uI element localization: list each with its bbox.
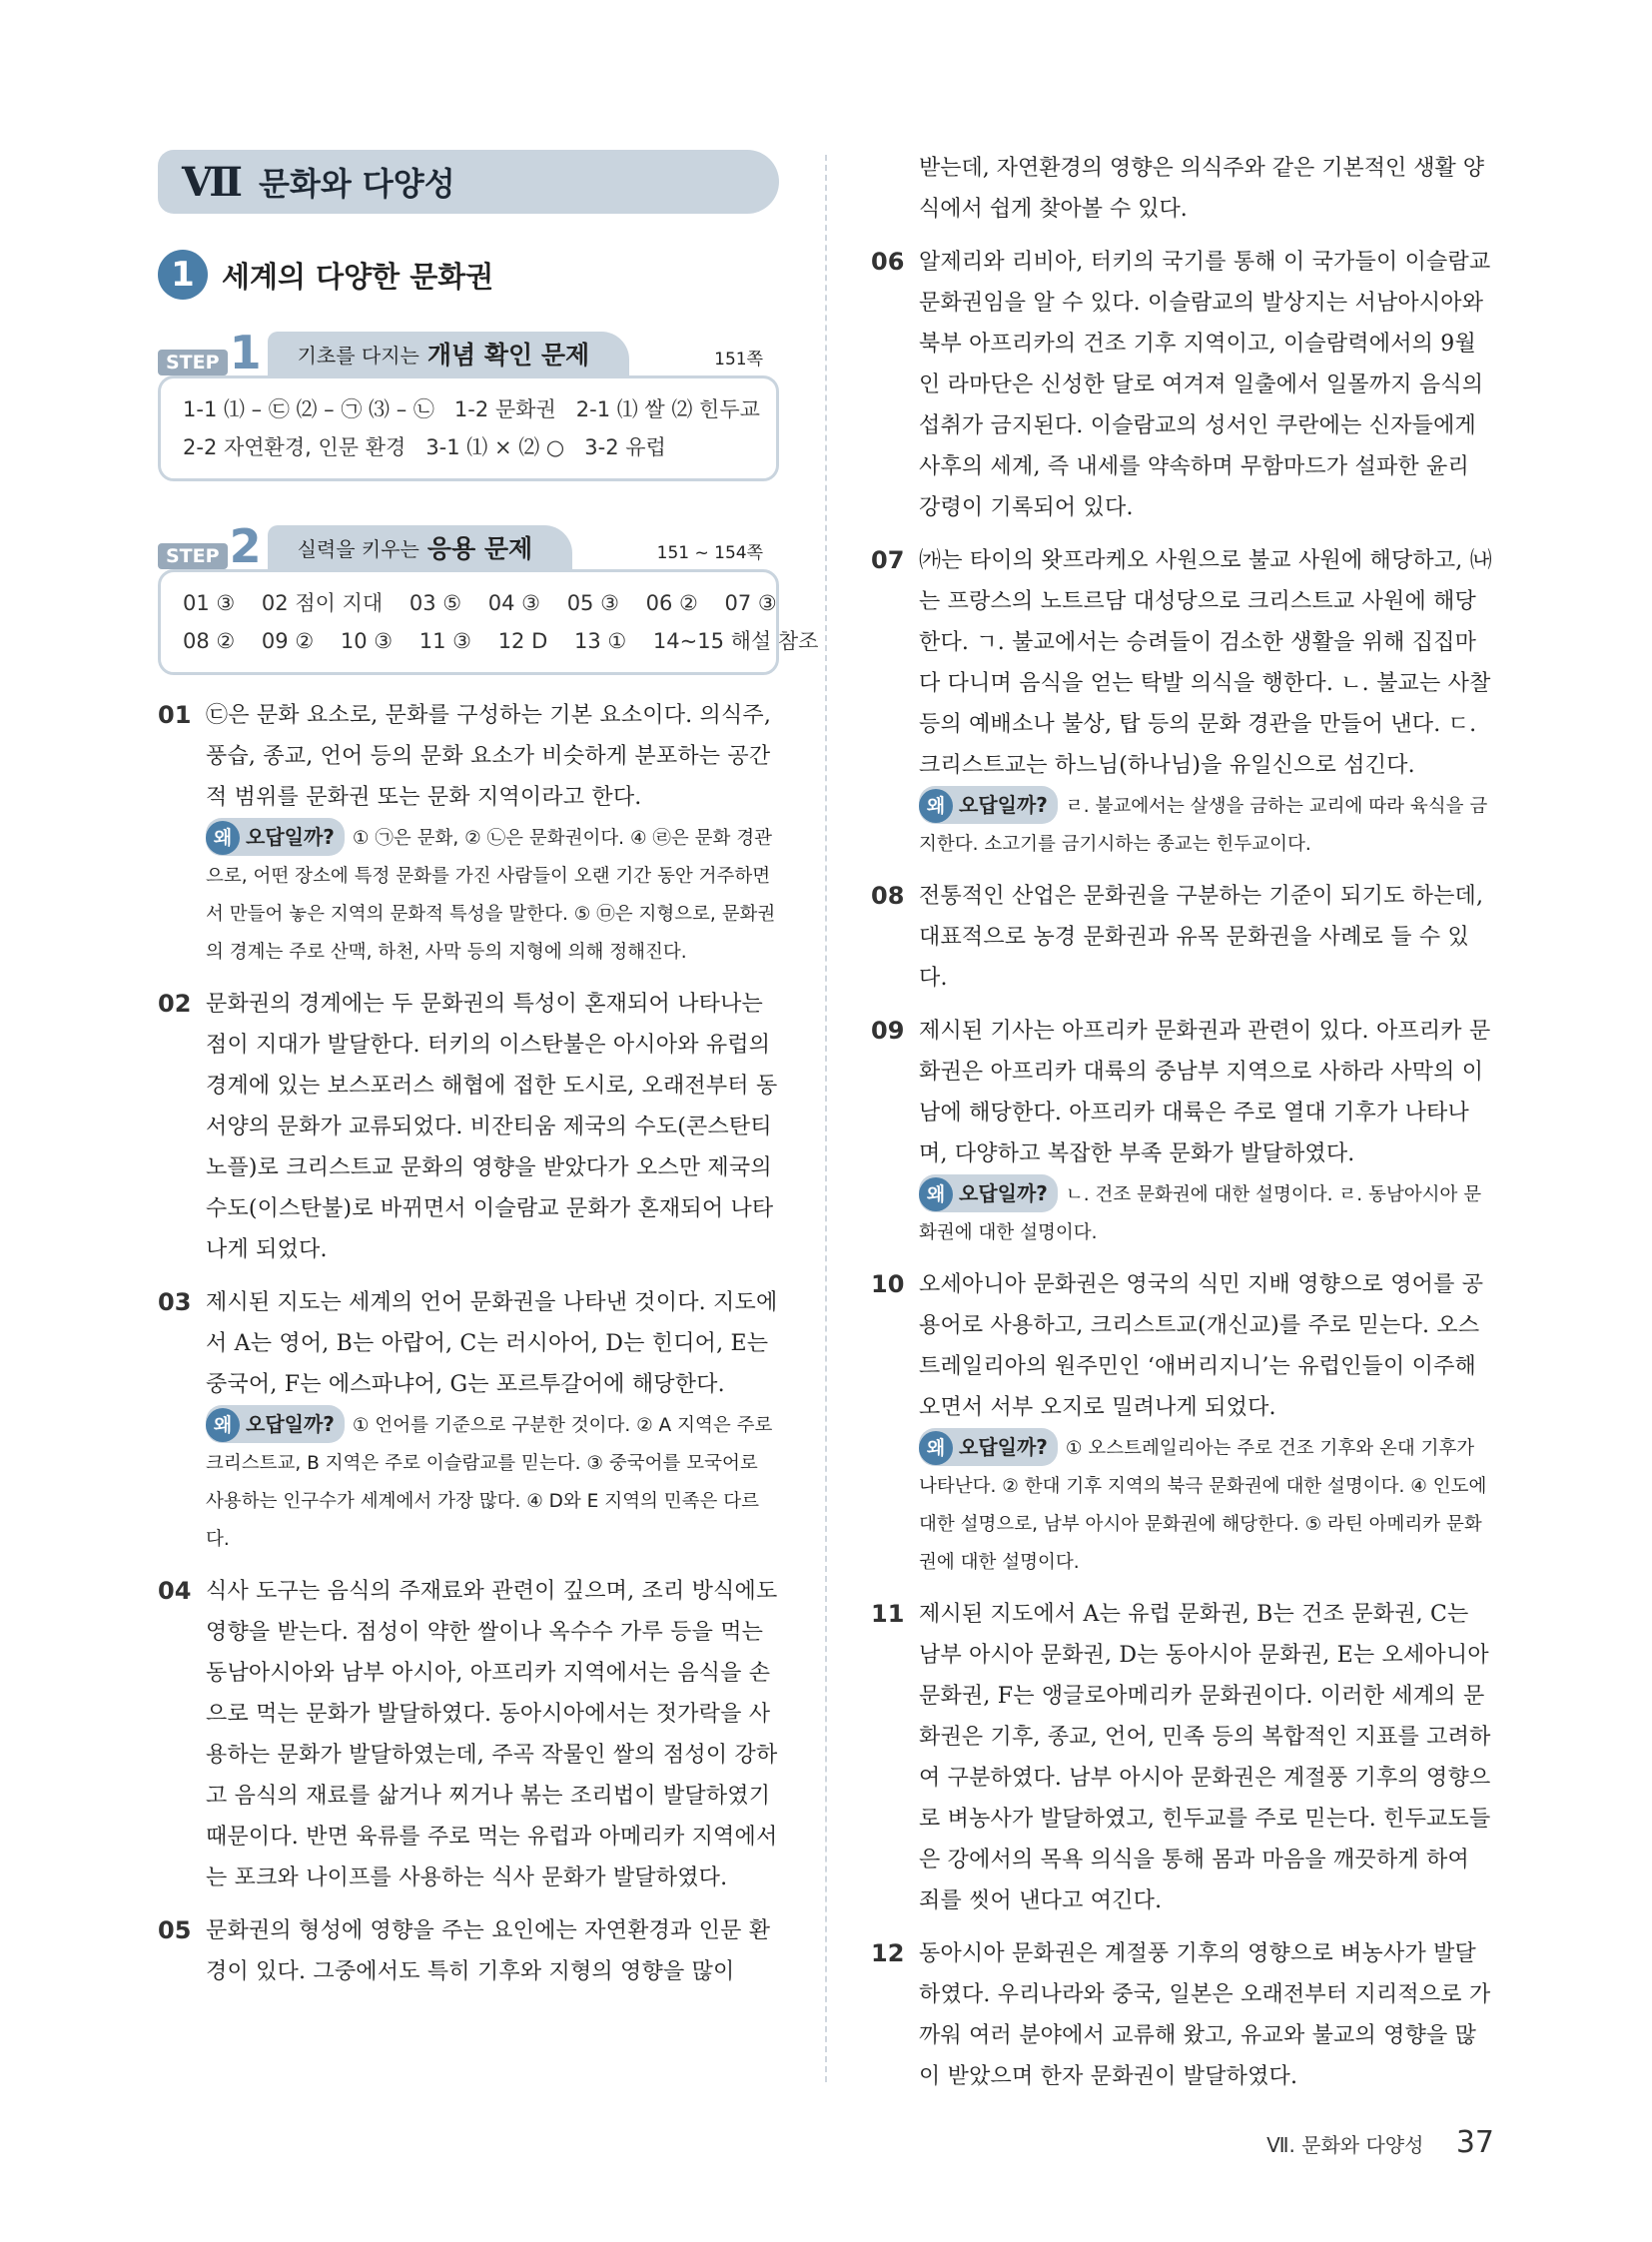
step2-label: STEP [158,543,228,569]
question-number: 02 [158,990,192,1018]
chapter-title: 문화와 다양성 [259,165,455,203]
explanation-item [871,1264,1495,1428]
explanation-item [871,242,1495,528]
footer-chapter: Ⅶ. 문화와 다양성 [1266,2133,1424,2157]
why-text: ① 언어를 기준으로 구분한 것이다. ② A 지역은 주로 크리스트교, B 지역은 주로 이슬람교를 믿는다. ③ 중국어를 모국어로 사용하는 인구수가 세계에서 가장 많다. ④ D와 E 지역의 민족은 다르다. [206,1415,773,1550]
question-number: 03 [158,1288,192,1316]
chapter-number: Ⅶ [182,158,243,206]
explanation-item [158,984,779,1270]
column-divider [825,155,827,2082]
question-number: 12 [871,1939,905,1967]
step1-tab-main: 개념 확인 문제 [426,341,590,370]
continued-text: 받는데, 자연환경의 영향은 의식주와 같은 기본적인 생활 양식에서 쉽게 찾아볼 수 있다. [919,156,1484,222]
why-label: 오답일까? [246,1412,335,1436]
explanation-text: 알제리와 리비아, 터키의 국기를 통해 이 국가들이 이슬람교 문화권임을 알 수 있다. 이슬람교의 발상지는 서남아시아와 북부 아프리카의 건조 기후 지역이고, 이슬람력에서의 9월인 라마단은 신성한 달로 여겨져 일출에서 일몰까지 음식의 섭취가 금지된다. 이슬람교의 성서인 쿠란에는 신자들에게 사후의 세계, 즉 내세를 약속하며 무함마드가 설파한 윤리 강령이 기록되어 있다. [919,250,1491,520]
why-label: 오답일까? [246,825,335,849]
wrong-answer-note [206,818,779,972]
wrong-answer-note [206,1405,779,1559]
step2-tab-main: 응용 문제 [426,534,533,563]
answer-line: 2-2 자연환경, 인문 환경 3-1 ⑴ × ⑵ ○ 3-2 유럽 [183,435,666,459]
step1-page: 151쪽 [714,350,763,370]
question-number: 06 [871,248,905,276]
why-icon: 왜 [919,789,953,823]
page-footer [1266,2125,1494,2160]
step2-number: 2 [229,519,262,573]
section-number: 1 [158,250,208,300]
answer-line: 08 ② 09 ② 10 ③ 11 ③ 12 D 13 ① 14~15 해설 참조 [183,629,819,653]
explanation-item [871,1933,1495,2097]
explanation-text: ㉢은 문화 요소로, 문화를 구성하는 기본 요소이다. 의식주, 풍습, 종교, 언어 등의 문화 요소가 비슷하게 분포하는 공간적 범위를 문화권 또는 문화 지역이라고 한다. [206,703,772,810]
section-heading [158,250,779,300]
explanation-item [158,1571,779,1898]
right-column [871,148,1495,2097]
section-title: 세계의 다양한 문화권 [222,259,494,294]
explanation-item [158,1910,779,1992]
right-explanations [871,242,1495,2097]
explanation-item [871,540,1495,786]
question-number: 05 [158,1916,192,1944]
why-icon: 왜 [206,1408,240,1442]
step1-tab-pre: 기초를 다지는 [297,343,419,368]
explanation-text: 식사 도구는 음식의 주재료와 관련이 깊으며, 조리 방식에도 영향을 받는다. 점성이 약한 쌀이나 옥수수 가루 등을 먹는 동남아시아와 남부 아시아, 아프리카 지역에서는 음식을 손으로 먹는 문화가 발달하였다. 동아시아에서는 젓가락을 사용하는 문화가 발달하였는데, 주곡 작물인 쌀의 점성이 강하고 음식의 재료를 삶거나 찌거나 볶는 조리법이 발달하였기 때문이다. 반면 육류를 주로 먹는 유럽과 아메리카 지역에서는 포크와 나이프를 사용하는 식사 문화가 발달하였다. [206,1579,778,1890]
why-text: ㄹ. 불교에서는 살생을 금하는 교리에 따라 육식을 금지한다. 소고기를 금기시하는 종교는 힌두교이다. [919,796,1488,855]
why-text: ① ㉠은 문화, ② ㉡은 문화권이다. ④ ㉣은 문화 경관으로, 어떤 장소에 특정 문화를 가진 사람들이 오랜 기간 동안 거주하면서 만들어 놓은 지역의 문화적 특성을 말한다. ⑤ ㉤은 지형으로, 문화권의 경계는 주로 산맥, 하천, 사막 등의 지형에 의해 정해진다. [206,828,776,963]
left-column [158,150,819,1992]
explanation-text: 오세아니아 문화권은 영국의 식민 지배 영향으로 영어를 공용어로 사용하고, 크리스트교(개신교)를 주로 믿는다. 오스트레일리아의 원주민인 ‘애버리지니’는 유럽인들이 이주해 오면서 서부 오지로 밀려나게 되었다. [919,1272,1484,1420]
explanation-text: 제시된 지도에서 A는 유럽 문화권, B는 건조 문화권, C는 남부 아시아 문화권, D는 동아시아 문화권, E는 오세아니아 문화권, F는 앵글로아메리카 문화권이다. 이러한 세계의 문화권은 기후, 종교, 언어, 민족 등의 복합적인 지표를 고려하여 구분하였다. 남부 아시아 문화권은 계절풍 기후의 영향으로 벼농사가 발달하였고, 힌두교를 주로 믿는다. 힌두교도들은 강에서의 목욕 의식을 통해 몸과 마음을 깨끗하게 하여 죄를 씻어 낸다고 여긴다. [919,1602,1491,1913]
answer-line: 01 ③ 02 점이 지대 03 ⑤ 04 ③ 05 ③ 06 ② 07 ③ [183,591,777,615]
why-wrong-tag [919,1428,1058,1466]
explanation-item [871,1011,1495,1174]
question-number: 10 [871,1270,905,1298]
why-icon: 왜 [206,821,240,855]
explanation-text: 동아시아 문화권은 계절풍 기후의 영향으로 벼농사가 발달하였다. 우리나라와 중국, 일본은 오래전부터 지리적으로 가까워 여러 분야에서 교류해 왔고, 유교와 불교의 영향을 많이 받았으며 한자 문화권이 발달하였다. [919,1941,1491,2089]
step2-tab-pre: 실력을 키우는 [297,536,419,561]
why-text: ① 오스트레일리아는 주로 건조 기후와 온대 기후가 나타난다. ② 한대 기후 지역의 북극 문화권에 대한 설명이다. ④ 인도에 대한 설명으로, 남부 아시아 문화권에 해당한다. ⑤ 라틴 아메리카 문화권에 대한 설명이다. [919,1438,1487,1573]
explanation-text: 제시된 기사는 아프리카 문화권과 관련이 있다. 아프리카 문화권은 아프리카 대륙의 중남부 지역으로 사하라 사막의 이남에 해당한다. 아프리카 대륙은 주로 열대 기후가 나타나며, 다양하고 복잡한 부족 문화가 발달하였다. [919,1019,1491,1166]
step2-answers [158,569,819,675]
step1-block [158,328,779,481]
why-label: 오답일까? [959,1181,1048,1205]
step1-tab [268,332,630,375]
question-number: 01 [158,701,192,729]
left-explanations [158,695,779,1992]
question-number: 08 [871,882,905,910]
why-text: ㄴ. 건조 문화권에 대한 설명이다. ㄹ. 동남아시아 문화권에 대한 설명이다. [919,1184,1482,1243]
why-label: 오답일까? [959,793,1048,817]
question-number: 11 [871,1600,905,1628]
wrong-answer-note [919,1428,1495,1582]
why-wrong-tag [919,786,1058,824]
explanation-text: 문화권의 경계에는 두 문화권의 특성이 혼재되어 나타나는 점이 지대가 발달한다. 터키의 이스탄불은 아시아와 유럽의 경계에 있는 보스포러스 해협에 접한 도시로, 오래전부터 동서양의 문화가 교류되었다. 비잔티움 제국의 수도(콘스탄티노플)로 크리스트교 문화의 영향을 받았다가 오스만 제국의 수도(이스탄불)로 바뀌면서 이슬람교 문화가 혼재되어 나타나게 되었다. [206,992,778,1262]
why-wrong-tag [206,1405,345,1443]
explanation-text: ㈎는 타이의 왓프라케오 사원으로 불교 사원에 해당하고, ㈏는 프랑스의 노트르담 대성당으로 크리스트교 사원에 해당한다. ㄱ. 불교에서는 승려들이 검소한 생활을 위해 집집마다 다니며 음식을 얻는 탁발 의식을 행한다. ㄴ. 불교는 사찰 등의 예배소나 불상, 탑 등의 문화 경관을 만들어 낸다. ㄷ. 크리스트교는 하느님(하나님)을 유일신으로 섬긴다. [919,548,1492,778]
why-wrong-tag [206,818,345,856]
why-label: 오답일까? [959,1435,1048,1459]
chapter-banner [158,150,779,214]
explanation-item [158,695,779,818]
question-number: 04 [158,1577,192,1605]
why-icon: 왜 [919,1177,953,1211]
wrong-answer-note [919,1174,1495,1252]
step2-page: 151 ~ 154쪽 [656,543,763,563]
step1-answers [158,375,779,481]
explanation-item [158,1282,779,1405]
page-number: 37 [1455,2125,1494,2160]
explanation-text: 문화권의 형성에 영향을 주는 요인에는 자연환경과 인문 환경이 있다. 그중에서도 특히 기후와 지형의 영향을 많이 [206,1918,771,1984]
step1-number: 1 [229,326,262,379]
why-wrong-tag [919,1174,1058,1212]
question-number: 09 [871,1017,905,1045]
explanation-item [871,876,1495,999]
question-number: 07 [871,546,905,574]
answer-line: 1-1 ⑴ – ㉢ ⑵ – ㉠ ⑶ – ㉡ 1-2 문화권 2-1 ⑴ 쌀 ⑵ 힌두교 [183,397,760,421]
explanation-text: 전통적인 산업은 문화권을 구분하는 기준이 되기도 하는데, 대표적으로 농경 문화권과 유목 문화권을 사례로 들 수 있다. [919,884,1484,991]
why-icon: 왜 [919,1431,953,1465]
explanation-text: 제시된 지도는 세계의 언어 문화권을 나타낸 것이다. 지도에서 A는 영어, B는 아랍어, C는 러시아어, D는 힌디어, E는 중국어, F는 에스파냐어, G는 포르투갈어에 해당한다. [206,1290,778,1397]
wrong-answer-note [919,786,1495,864]
step2-block [158,519,819,675]
step2-tab [268,525,573,569]
explanation-item [871,1594,1495,1921]
step1-label: STEP [158,350,228,375]
